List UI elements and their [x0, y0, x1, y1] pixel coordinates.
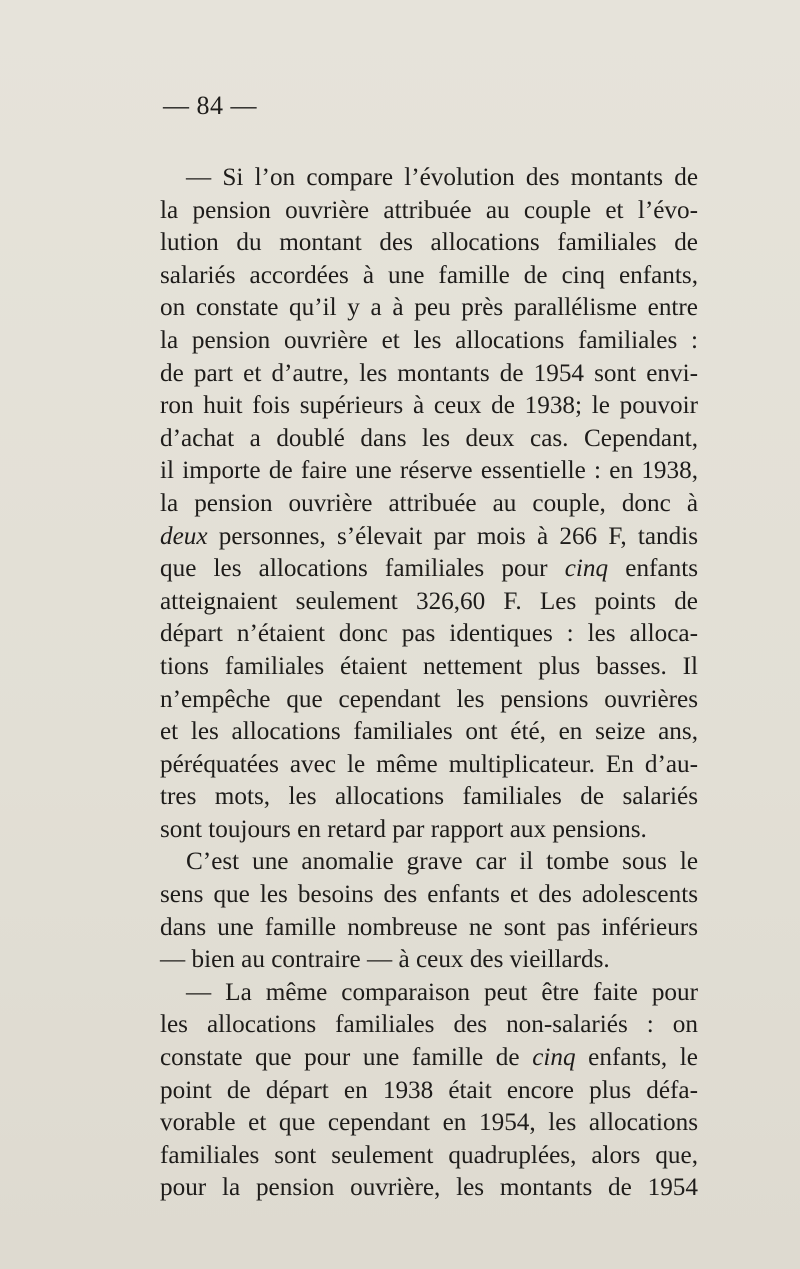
text-line: salariés accordées à une famille de cinq enfants,	[160, 261, 698, 289]
text-line	[160, 521, 698, 554]
text-segment: enfants, le	[575, 1044, 698, 1072]
text-line: tres mots, les allocations familiales de salariés	[160, 783, 698, 811]
text-line: — bien au contraire — à ceux des vieillards.	[160, 946, 610, 974]
text-line: la pension ouvrière et les allocations familiales :	[160, 326, 698, 354]
text-line: départ n’étaient donc pas identiques : les alloca-	[160, 620, 698, 648]
text-line: atteignaient seulement 326,60 F. Les points de	[160, 587, 698, 615]
text-line: la pension ouvrière attribuée au couple, donc à	[160, 489, 698, 517]
text-line: lution du montant des allocations familiales de	[160, 229, 698, 257]
text-line	[160, 1042, 698, 1075]
text-line: point de départ en 1938 était encore plus défa-	[160, 1076, 698, 1104]
text-line: familiales sont seulement quadruplées, alors que,	[160, 1141, 698, 1169]
text-line: d’achat a doublé dans les deux cas. Cependant,	[160, 424, 698, 452]
text-line: n’empêche que cependant les pensions ouvrières	[160, 685, 698, 713]
text-line: — La même comparaison peut être faite pour	[186, 978, 698, 1006]
text-line: de part et d’autre, les montants de 1954 sont envi-	[160, 359, 698, 387]
text-line: — Si l’on compare l’évolution des montants de	[186, 164, 698, 191]
body-text	[160, 162, 698, 1205]
text-line: on constate qu’il y a à peu près parallélisme entre	[160, 294, 698, 322]
text-line: la pension ouvrière attribuée au couple et l’évo-	[160, 196, 698, 224]
text-segment: constate que pour une famille de	[160, 1044, 533, 1072]
text-line	[160, 553, 698, 586]
text-segment: personnes, s’élevait par mois à 266 F, tandis	[207, 522, 698, 550]
page-number: — 84 —	[163, 91, 257, 120]
text-segment: enfants	[608, 555, 698, 583]
text-line: pour la pension ouvrière, les montants de 1954	[160, 1174, 698, 1202]
text-segment: que les allocations familiales pour	[160, 555, 565, 583]
text-line: ron huit fois supérieurs à ceux de 1938; le pouvoir	[160, 392, 698, 420]
text-line: il importe de faire une réserve essentielle : en 1938,	[160, 457, 698, 485]
text-line: dans une famille nombreuse ne sont pas inférieurs	[160, 913, 698, 941]
italic-word: cinq	[532, 1044, 576, 1072]
text-line: vorable et que cependant en 1954, les allocations	[160, 1109, 698, 1137]
text-line: les allocations familiales des non-salariés : on	[160, 1011, 698, 1039]
text-line: C’est une anomalie grave car il tombe sous le	[186, 848, 698, 876]
italic-word: cinq	[564, 555, 609, 583]
text-line: sont toujours en retard par rapport aux pensions.	[160, 815, 647, 843]
text-line: tions familiales étaient nettement plus basses. Il	[160, 652, 698, 680]
italic-word: deux	[160, 522, 208, 550]
text-line: sens que les besoins des enfants et des adolescents	[160, 881, 698, 909]
text-line: péréquatées avec le même multiplicateur. En d’au-	[160, 750, 698, 778]
text-line: et les allocations familiales ont été, en seize ans,	[160, 718, 698, 746]
